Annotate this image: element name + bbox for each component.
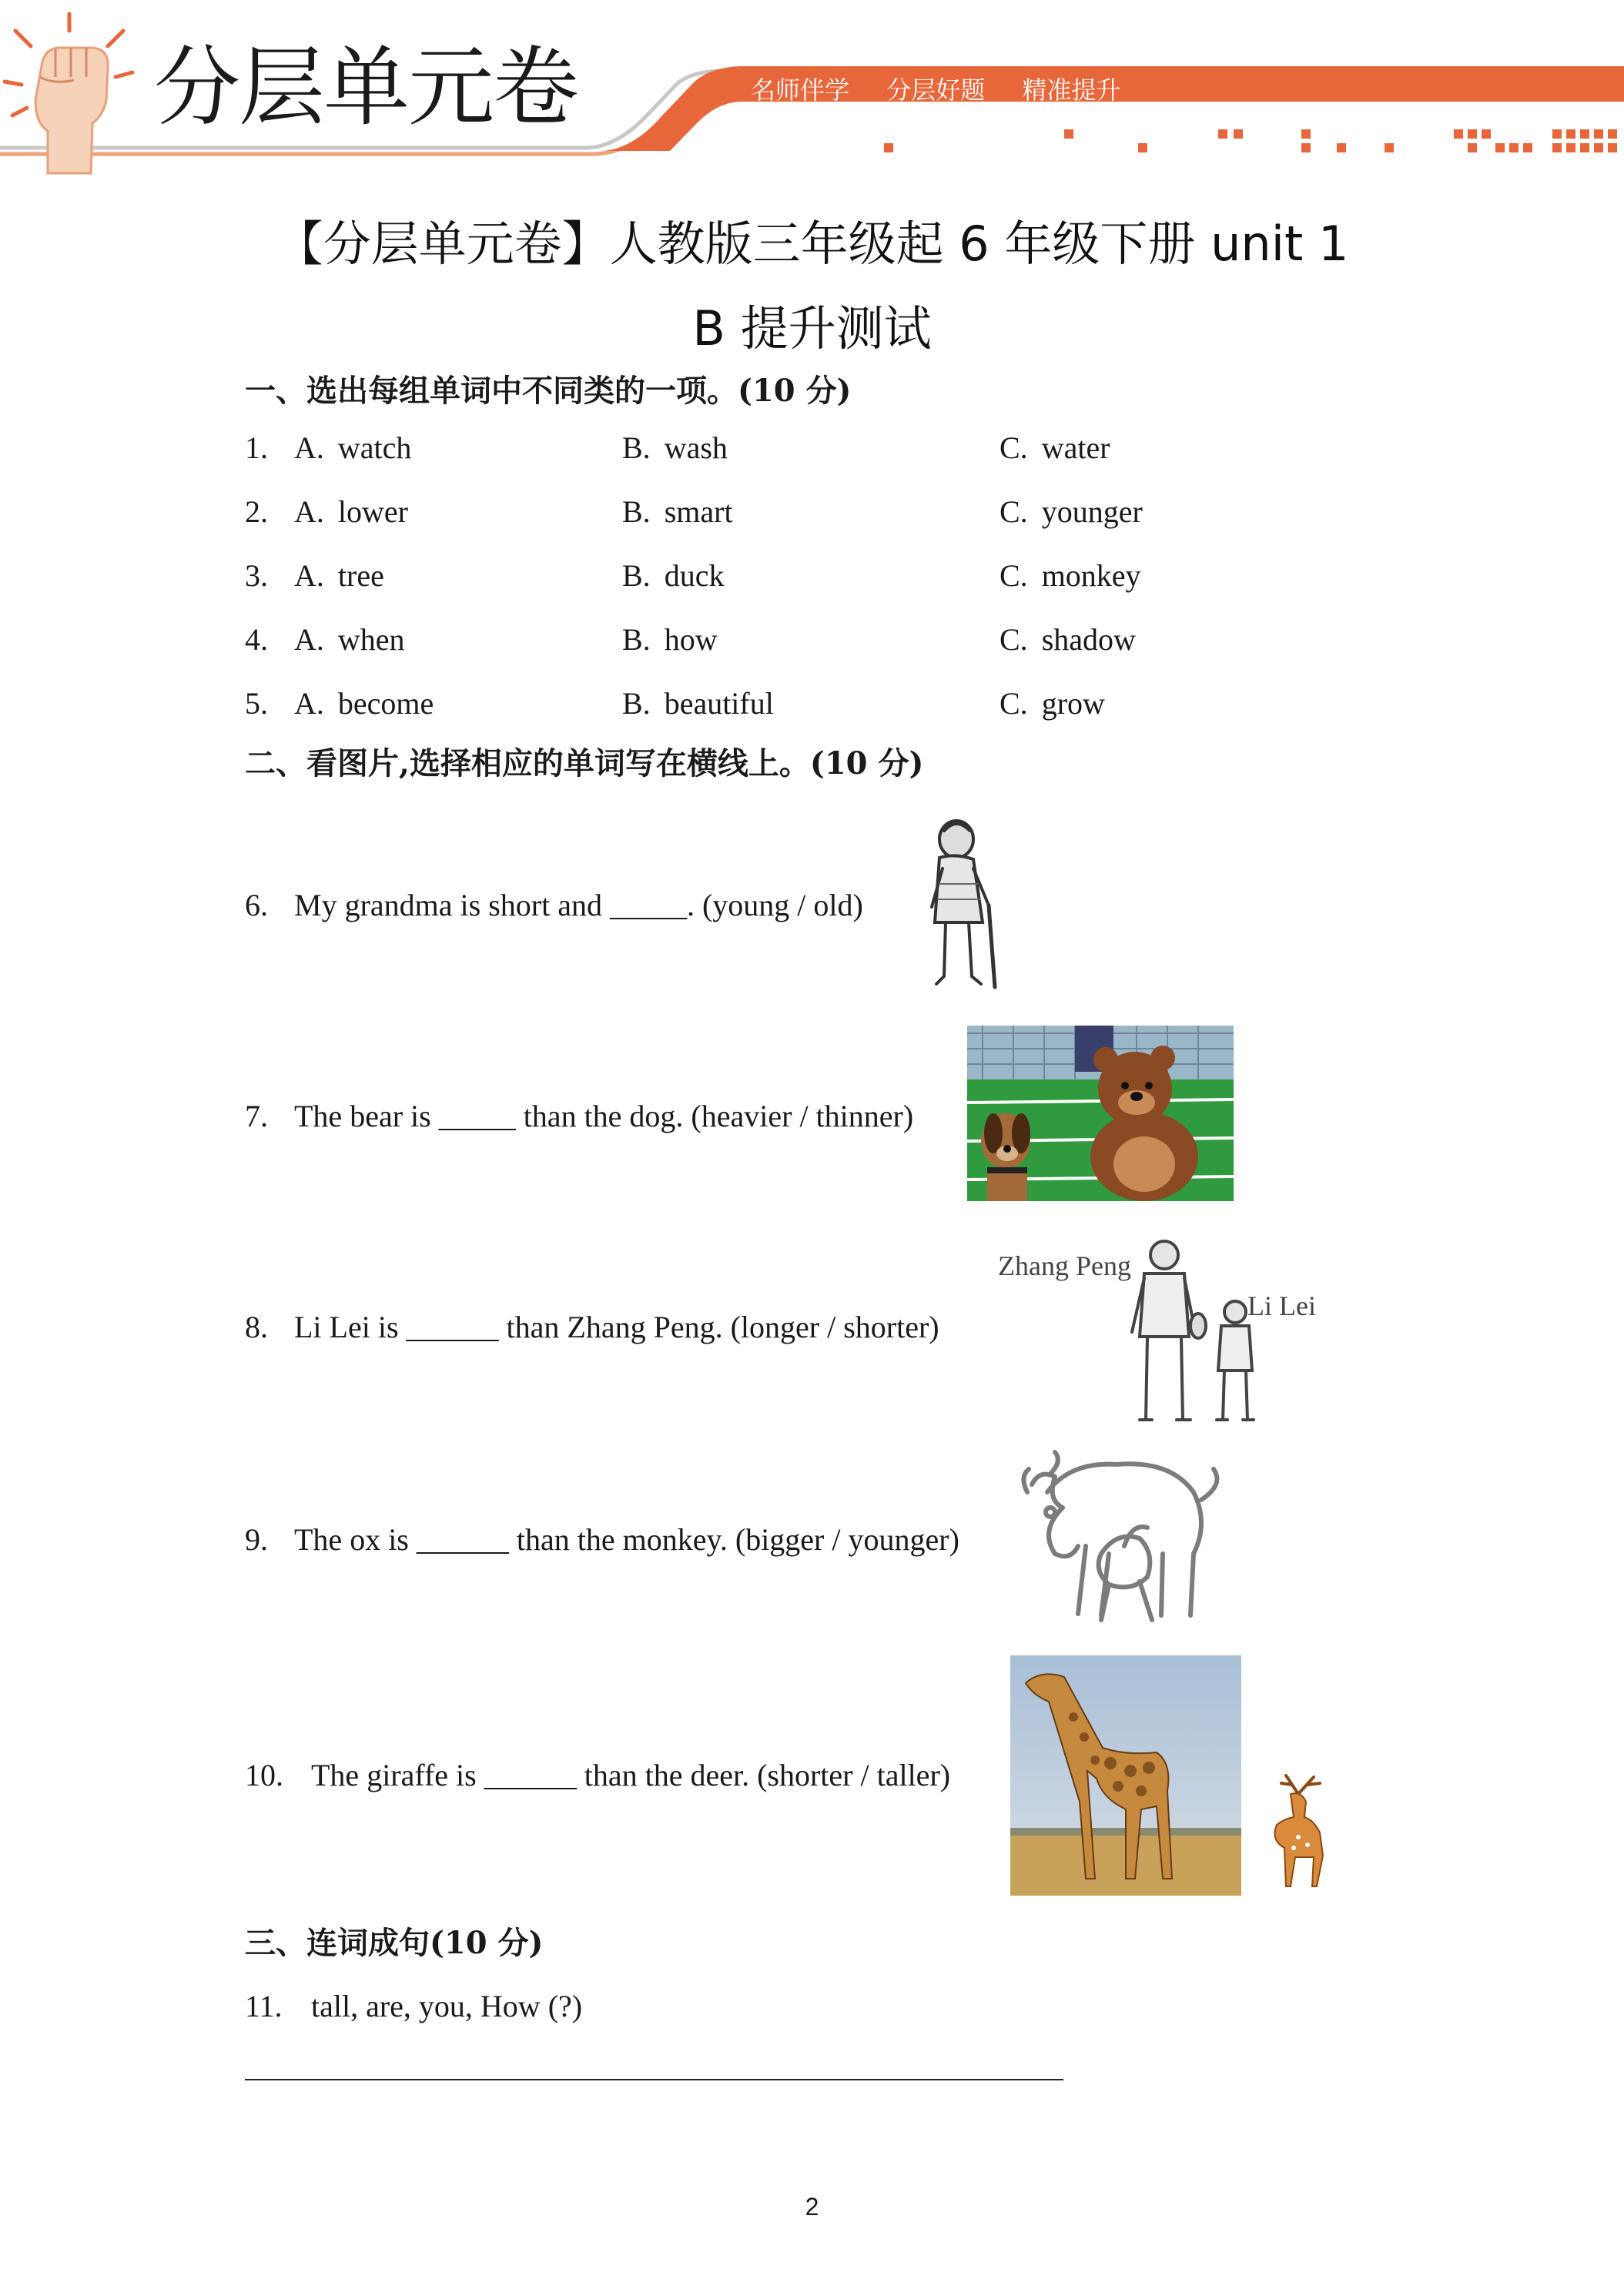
question-item: 8. Li Lei is ______ than Zhang Peng. (longer / shorter) (245, 1310, 939, 1344)
question-item: 6. My grandma is short and _____. (young / old) (245, 888, 863, 922)
bear-and-dog-picture (967, 1026, 1234, 1205)
deer-picture (1240, 1771, 1355, 1898)
label-zhang-peng: Zhang Peng (998, 1250, 1131, 1281)
slogan-item: 精准提升 (1022, 75, 1121, 105)
question-number: 3. (245, 558, 268, 593)
question-number: 5. (245, 686, 268, 721)
option-b[interactable]: B. duck (622, 558, 725, 593)
question-item: 11. tall, are, you, How (?) (245, 1989, 583, 2023)
label-li-lei: Li Lei (1247, 1290, 1316, 1321)
question-item: 10. The giraffe is ______ than the deer. (shorter / taller) (245, 1758, 951, 1792)
slogan-bar (751, 71, 1150, 106)
option-c[interactable]: C. shadow (1000, 622, 1136, 657)
giraffe-picture (1010, 1655, 1241, 1899)
option-a[interactable]: A. lower (294, 494, 408, 529)
brand-title: 分层单元卷 (154, 38, 578, 138)
option-a[interactable]: A. when (294, 622, 405, 657)
option-c[interactable]: C. water (1000, 430, 1110, 465)
slogan-item: 名师伴学 (751, 75, 850, 105)
ox-and-monkey-picture (1016, 1438, 1232, 1642)
question-number: 1. (245, 430, 268, 465)
option-b[interactable]: B. wash (622, 430, 728, 465)
question-number: 2. (245, 494, 268, 529)
question-item: 7. The bear is _____ than the dog. (heavier / thinner) (245, 1099, 914, 1133)
answer-line[interactable] (245, 2079, 1063, 2080)
option-a[interactable]: A. become (294, 686, 434, 721)
option-b[interactable]: B. beautiful (622, 686, 774, 721)
document-title-line2: B 提升测试 (692, 300, 932, 356)
section3-heading: 三、连词成句(10 分) (245, 1925, 544, 1961)
option-b[interactable]: B. smart (622, 494, 733, 529)
option-a[interactable]: A. tree (294, 558, 384, 593)
two-boys-picture (993, 1235, 1332, 1431)
option-c[interactable]: C. grow (1000, 686, 1105, 721)
section1-heading: 一、选出每组单词中不同类的一项。(10 分) (245, 373, 852, 409)
question-number: 4. (245, 622, 268, 657)
old-woman-picture (909, 815, 1024, 1003)
question-item: 9. The ox is ______ than the monkey. (bigger / younger) (245, 1522, 959, 1557)
option-c[interactable]: C. monkey (1000, 558, 1141, 593)
slogan-item: 分层好题 (886, 75, 986, 105)
document-title-line1: 【分层单元卷】人教版三年级起 6 年级下册 unit 1 (275, 216, 1349, 272)
option-a[interactable]: A. watch (294, 430, 412, 465)
section2-heading: 二、看图片,选择相应的单词写在横线上。(10 分) (245, 745, 924, 782)
option-c[interactable]: C. younger (1000, 494, 1143, 529)
page-number: 2 (805, 2193, 819, 2221)
option-b[interactable]: B. how (622, 622, 718, 657)
